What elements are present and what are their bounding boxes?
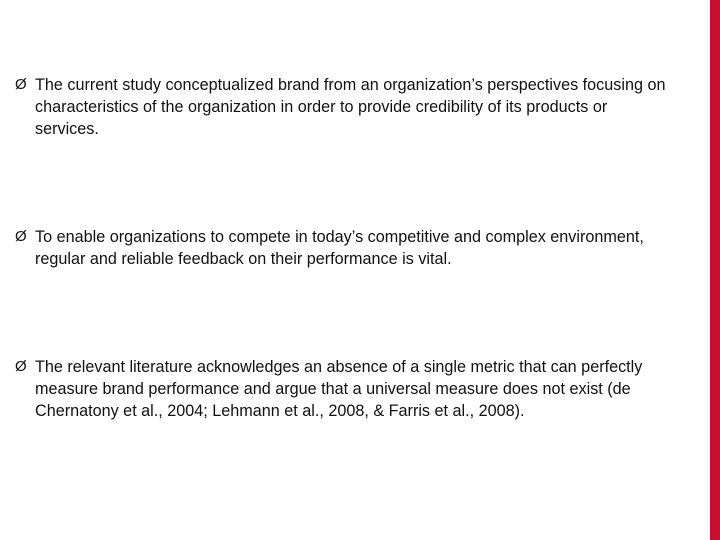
bullet-text: The current study conceptualized brand from an organization’s perspectives focusing on characteristics of the organization in order to provide credibility of its products or services. — [35, 76, 666, 138]
arrowhead-bullet-icon: Ø — [15, 358, 27, 375]
bullet-item — [15, 74, 670, 140]
arrowhead-bullet-icon: Ø — [15, 76, 27, 93]
bullet-text: The relevant literature acknowledges an absence of a single metric that can perfectly measure brand performance and argue that a universal measure does not exist (de Chernatony et al., 2004; Lehmann et al., 2008, & Farris et al., 2008). — [35, 358, 643, 420]
arrowhead-bullet-icon: Ø — [15, 228, 27, 245]
bullet-item — [15, 356, 670, 422]
bullet-text: To enable organizations to compete in today’s competitive and complex environment, regular and reliable feedback on their performance is vital. — [35, 228, 644, 268]
red-accent-bar — [710, 0, 720, 540]
bullet-item — [15, 226, 670, 270]
